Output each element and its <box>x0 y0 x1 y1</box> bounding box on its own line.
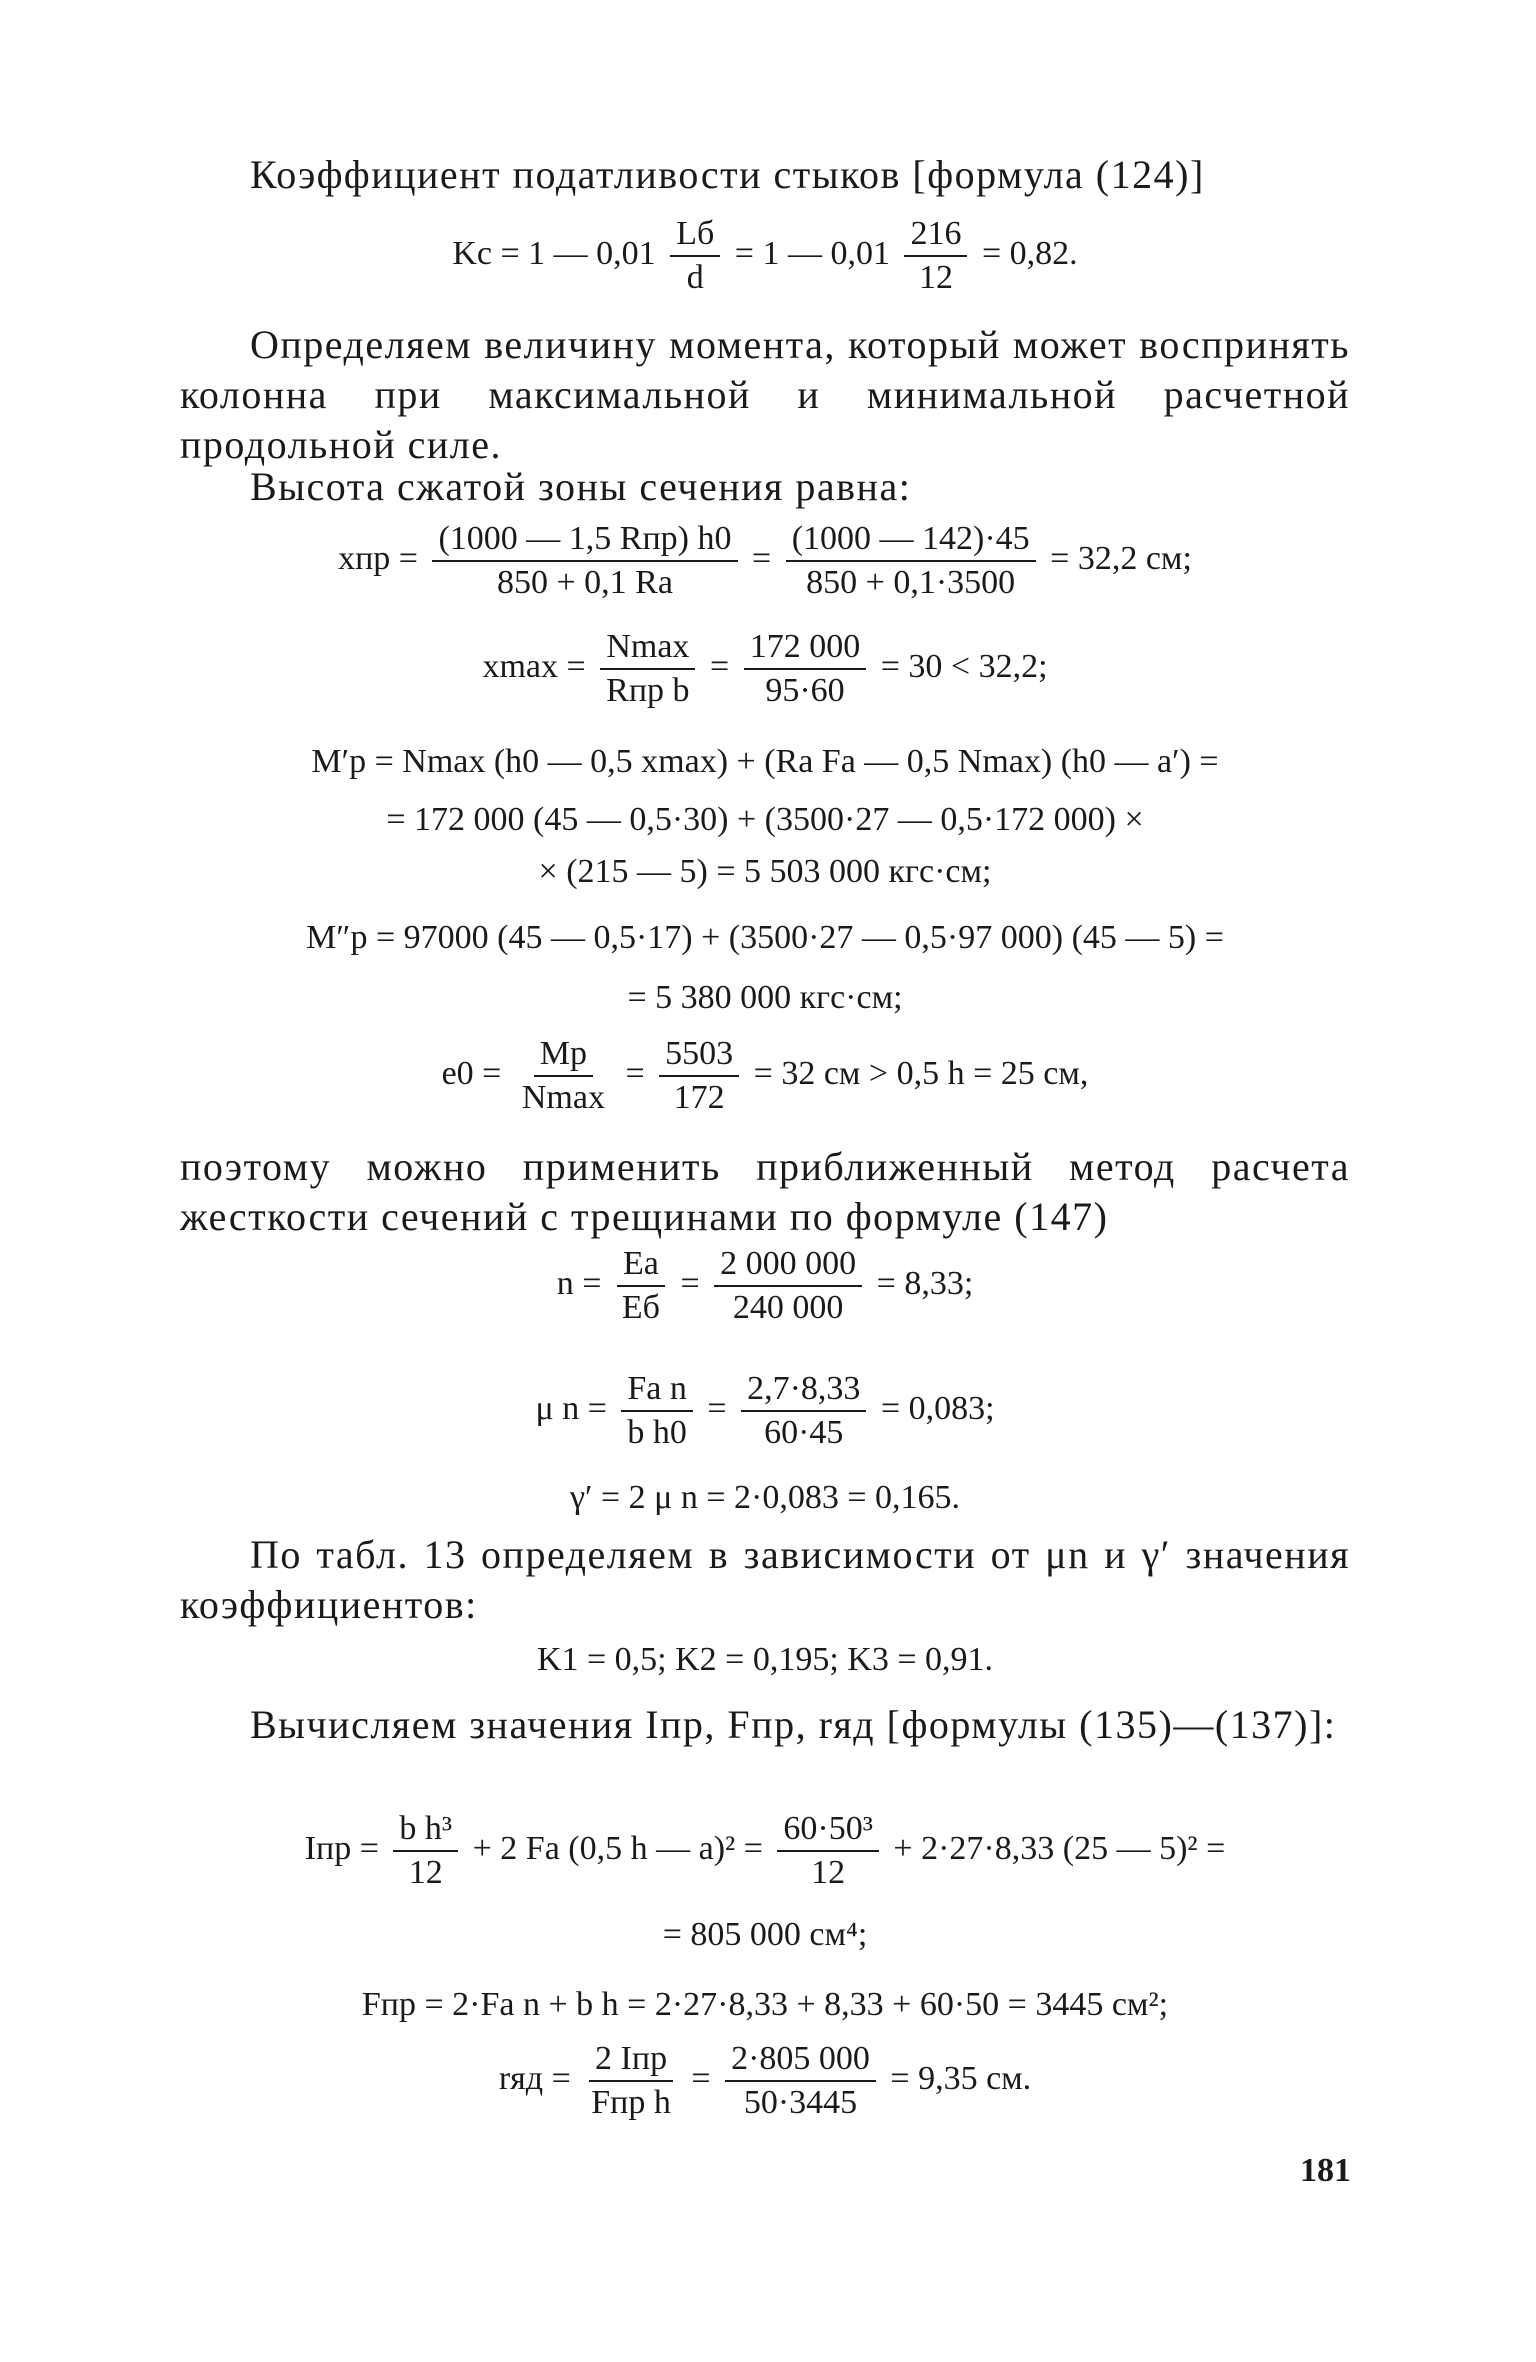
fraction: $\frac{(1000 — 142)\cdot 45}{850 + 0,1\cdot 3500}$ <box>786 520 1036 602</box>
paragraph-moment: Определяем величину момента, который может воспринять колонна при максимальной и минимальной расчетной продольной силе. <box>180 322 1350 467</box>
equation-mp1-line3: × (215 — 5) = 5 503 000 кгс·см; <box>538 853 992 890</box>
equation-kc: Kc = 1 — 0,01 $\frac{Lб}{d}$ = 1 — 0,01 $\frac{216}{12}$ = 0,82. <box>452 215 1078 296</box>
fraction: $\frac{Ea}{Eб}$ <box>616 1245 666 1327</box>
fraction: $\frac{\text{b h³}}{12}$ <box>393 1810 458 1892</box>
fraction: $\frac{Nmax}{\text{Rпр b}}$ <box>600 628 695 710</box>
paragraph-stiffness-coefficient: Коэффициент податливости стыков [формула (124)] <box>250 152 1205 197</box>
equation-mu-n: μ n = $\frac{\text{Fa n}}{\text{b h0}}$ = $\frac{2,7\cdot 8,33}{60\cdot 45}$ = 0,083; <box>535 1370 995 1451</box>
fraction: $\frac{216}{12}$ <box>904 215 967 297</box>
fraction: $\frac{172 000}{95\cdot 60}$ <box>744 628 867 710</box>
equation-n: n = $\frac{Ea}{Eб}$ = $\frac{2 000 000}{240 000}$ = 8,33; <box>556 1245 974 1326</box>
equation-mp1-line1: M′p = Nmax (h0 — 0,5 xmax) + (Ra Fa — 0,5 Nmax) (h0 — a′) = <box>311 743 1219 780</box>
equation-ipr: Iпр = $\frac{\text{b h³}}{12}$ + 2 Fa (0,5 h — a)² = $\frac{\text{60·50³}}{12}$ + 2·27·8,33 (25 — 5)² = <box>304 1810 1226 1891</box>
equation-xpr: xпр = $\frac{\text{(1000 — 1,5 Rпр) h0}}{850 + 0,1 Ra}$ = $\frac{(1000 — 142)\cdot 45}{850 + 0,1\cdot 3500}$ = 32,2 см; <box>338 520 1192 601</box>
eq-lhs: Kc = 1 — 0,01 <box>452 234 656 272</box>
paragraph-table13: По табл. 13 определяем в зависимости от μn и γ′ значения коэффициентов: <box>180 1532 1350 1627</box>
fraction: $\frac{2\cdot 805 000}{50\cdot 3445}$ <box>725 2040 876 2122</box>
equation-mp2-line2: = 5 380 000 кгс·см; <box>627 979 903 1016</box>
paragraph-approx-method: поэтому можно применить приближенный метод расчета жесткости сечений с трещинами по формуле (147) <box>180 1144 1350 1239</box>
fraction: $\frac{2,7\cdot 8,33}{60\cdot 45}$ <box>741 1370 866 1452</box>
equation-ipr-line2: = 805 000 см⁴; <box>662 1916 868 1953</box>
equation-mp1-line2: = 172 000 (45 — 0,5·30) + (3500·27 — 0,5·172 000) × <box>386 801 1144 838</box>
fraction: $\frac{5503}{172}$ <box>659 1035 739 1117</box>
page-number: 181 <box>1300 2152 1351 2189</box>
equation-ryad: rяд = $\frac{\text{2 Iпр}}{\text{Fпр h}}$ = $\frac{2\cdot 805 000}{50\cdot 3445}$ = 9,35 см. <box>498 2040 1032 2121</box>
fraction: $\frac{Lб}{d}$ <box>670 215 720 297</box>
equation-mp2-line1: M″p = 97000 (45 — 0,5·17) + (3500·27 — 0,5·97 000) (45 — 5) = <box>306 919 1224 956</box>
equation-gamma: γ′ = 2 μ n = 2·0,083 = 0,165. <box>569 1479 961 1516</box>
fraction: $\frac{\text{2 Iпр}}{\text{Fпр h}}$ <box>585 2040 677 2122</box>
fraction: $\frac{Mp}{Nmax}$ <box>521 1035 605 1116</box>
equation-fpr: Fпр = 2·Fa n + b h = 2·27·8,33 + 8,33 + 60·50 = 3445 см²; <box>361 1986 1169 2023</box>
equation-k-values: K1 = 0,5; K2 = 0,195; K3 = 0,91. <box>536 1641 994 1678</box>
equation-xmax: xmax = $\frac{Nmax}{\text{Rпр b}}$ = $\frac{172 000}{95\cdot 60}$ = 30 < 32,2; <box>482 628 1048 709</box>
fraction: $\frac{\text{60·50³}}{12}$ <box>777 1810 879 1892</box>
fraction: $\frac{\text{Fa n}}{\text{b h0}}$ <box>621 1370 693 1452</box>
equation-e0: e0 = $\frac{Mp}{Nmax}$ = $\frac{5503}{172}$ = 32 см > 0,5 h = 25 см, <box>441 1035 1089 1116</box>
fraction: $\frac{\text{(1000 — 1,5 Rпр) h0}}{850 + 0,1 Ra}$ <box>432 520 737 602</box>
fraction: $\frac{2 000 000}{240 000}$ <box>714 1245 862 1327</box>
paragraph-compressed-zone: Высота сжатой зоны сечения равна: <box>250 464 912 509</box>
paragraph-compute-values: Вычисляем значения Iпр, Fпр, rяд [формулы (135)—(137)]: <box>250 1702 1337 1747</box>
